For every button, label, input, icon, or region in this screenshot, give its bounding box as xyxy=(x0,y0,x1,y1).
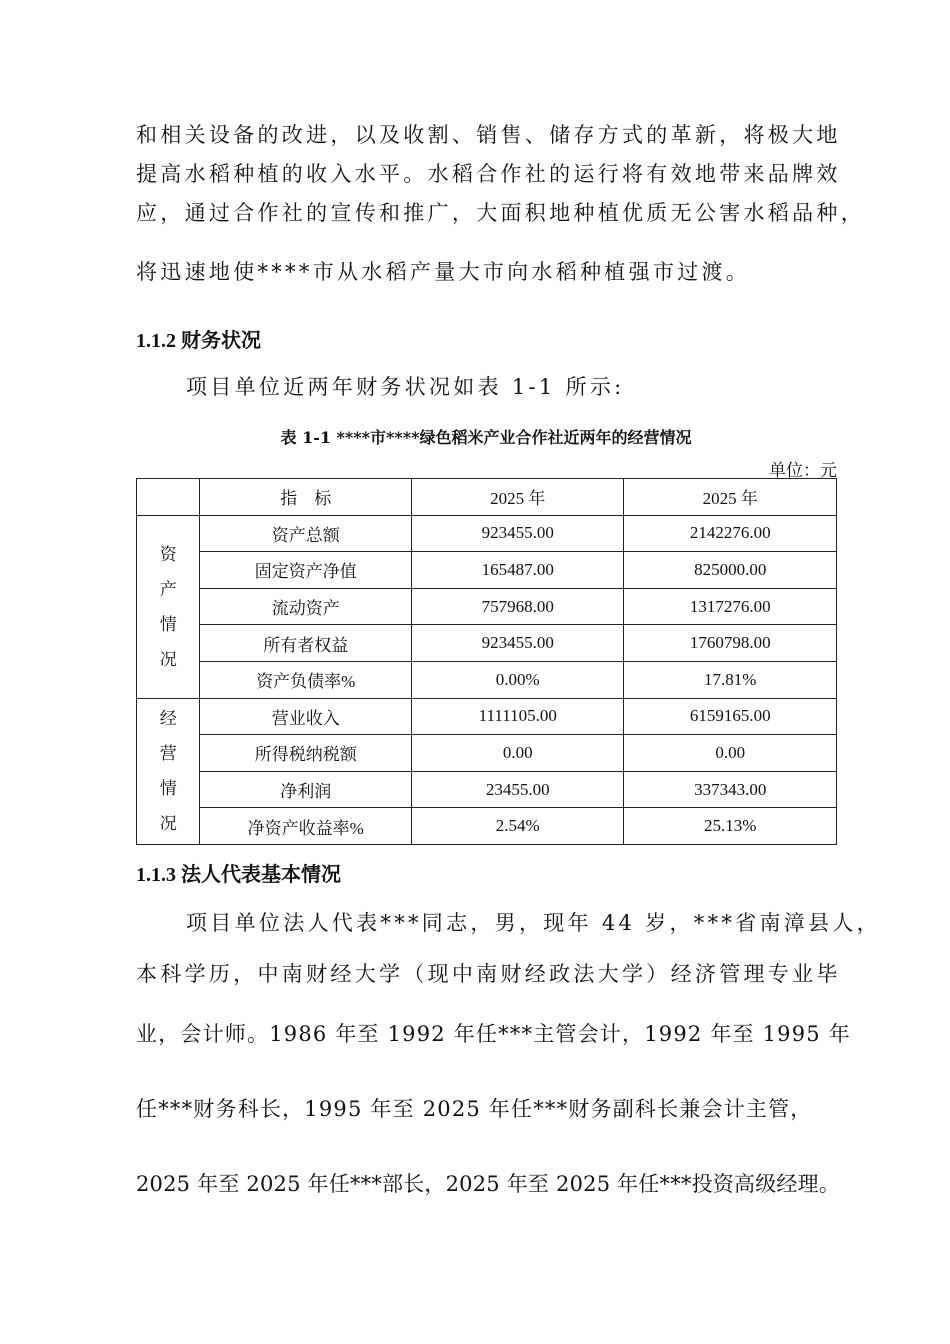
header-group-cell xyxy=(137,479,200,516)
metric-cell: 所得税纳税额 xyxy=(200,735,412,772)
table-unit: 单位：元 xyxy=(769,461,837,481)
value-cell: 2.54% xyxy=(411,808,624,845)
paragraph-line: 应，通过合作社的宣传和推广，大面积地种植优质无公害水稻品种， xyxy=(136,201,865,225)
metric-cell: 所有者权益 xyxy=(200,625,412,662)
value-cell: 923455.00 xyxy=(411,515,624,552)
value-cell: 0.00 xyxy=(624,735,837,772)
value-cell: 0.00% xyxy=(411,661,624,698)
value-cell: 23455.00 xyxy=(411,771,624,808)
table-row xyxy=(137,771,837,808)
section-heading-1-1-2: 1.1.2 财务状况 xyxy=(136,330,261,352)
table-row xyxy=(137,735,837,772)
paragraph-line: 和相关设备的改进，以及收割、销售、储存方式的革新，将极大地 xyxy=(136,123,841,147)
header-year-cell: 2025 年 xyxy=(411,479,624,516)
group-label-operations: 经 营 情 况 xyxy=(137,698,200,844)
metric-cell: 营业收入 xyxy=(200,698,412,735)
value-cell: 757968.00 xyxy=(411,588,624,625)
value-cell: 6159165.00 xyxy=(624,698,837,735)
value-cell: 825000.00 xyxy=(624,552,837,589)
value-cell: 1760798.00 xyxy=(624,625,837,662)
paragraph-line: 任***财务科长，1995 年至 2025 年任***财务副科长兼会计主管， xyxy=(136,1097,813,1121)
table-row xyxy=(137,808,837,845)
paragraph-line: 将迅速地使****市从水稻产量大市向水稻种植强市过渡。 xyxy=(136,260,751,284)
table-row xyxy=(137,515,837,552)
paragraph-line: 项目单位法人代表***同志，男，现年 44 岁，***省南漳县人， xyxy=(186,911,881,935)
value-cell: 923455.00 xyxy=(411,625,624,662)
value-cell: 2142276.00 xyxy=(624,515,837,552)
value-cell: 0.00 xyxy=(411,735,624,772)
value-cell: 165487.00 xyxy=(411,552,624,589)
section-intro: 项目单位近两年财务状况如表 1-1 所示: xyxy=(186,375,625,399)
table-row xyxy=(137,661,837,698)
value-cell: 1111105.00 xyxy=(411,698,624,735)
paragraph-line: 提高水稻种植的收入水平。水稻合作社的运行将有效地带来品牌效 xyxy=(136,162,841,186)
section-heading-1-1-3: 1.1.3 法人代表基本情况 xyxy=(136,864,341,886)
table-row xyxy=(137,698,837,735)
table-row xyxy=(137,625,837,662)
metric-cell: 资产总额 xyxy=(200,515,412,552)
value-cell: 337343.00 xyxy=(624,771,837,808)
group-label-assets: 资 产 情 况 xyxy=(137,515,200,698)
value-cell: 25.13% xyxy=(624,808,837,845)
paragraph-line: 本科学历，中南财经大学（现中南财经政法大学）经济管理专业毕 xyxy=(136,962,841,986)
table-caption: 表 1-1 ****市****绿色稻米产业合作社近两年的经营情况 xyxy=(280,428,692,447)
metric-cell: 流动资产 xyxy=(200,588,412,625)
metric-cell: 固定资产净值 xyxy=(200,552,412,589)
table-row xyxy=(137,588,837,625)
table-row xyxy=(137,552,837,589)
metric-cell: 资产负债率% xyxy=(200,661,412,698)
value-cell: 17.81% xyxy=(624,661,837,698)
paragraph-line: 业，会计师。1986 年至 1992 年任***主管会计，1992 年至 1995 年 xyxy=(136,1022,851,1046)
value-cell: 1317276.00 xyxy=(624,588,837,625)
table-header-row xyxy=(137,479,837,516)
header-year-cell: 2025 年 xyxy=(624,479,837,516)
metric-cell: 净利润 xyxy=(200,771,412,808)
paragraph-line: 2025 年至 2025 年任***部长，2025 年至 2025 年任***投资高级经理。 xyxy=(136,1172,841,1196)
financial-table xyxy=(136,478,837,845)
metric-cell: 净资产收益率% xyxy=(200,808,412,845)
header-metric-cell: 指 标 xyxy=(200,479,412,516)
